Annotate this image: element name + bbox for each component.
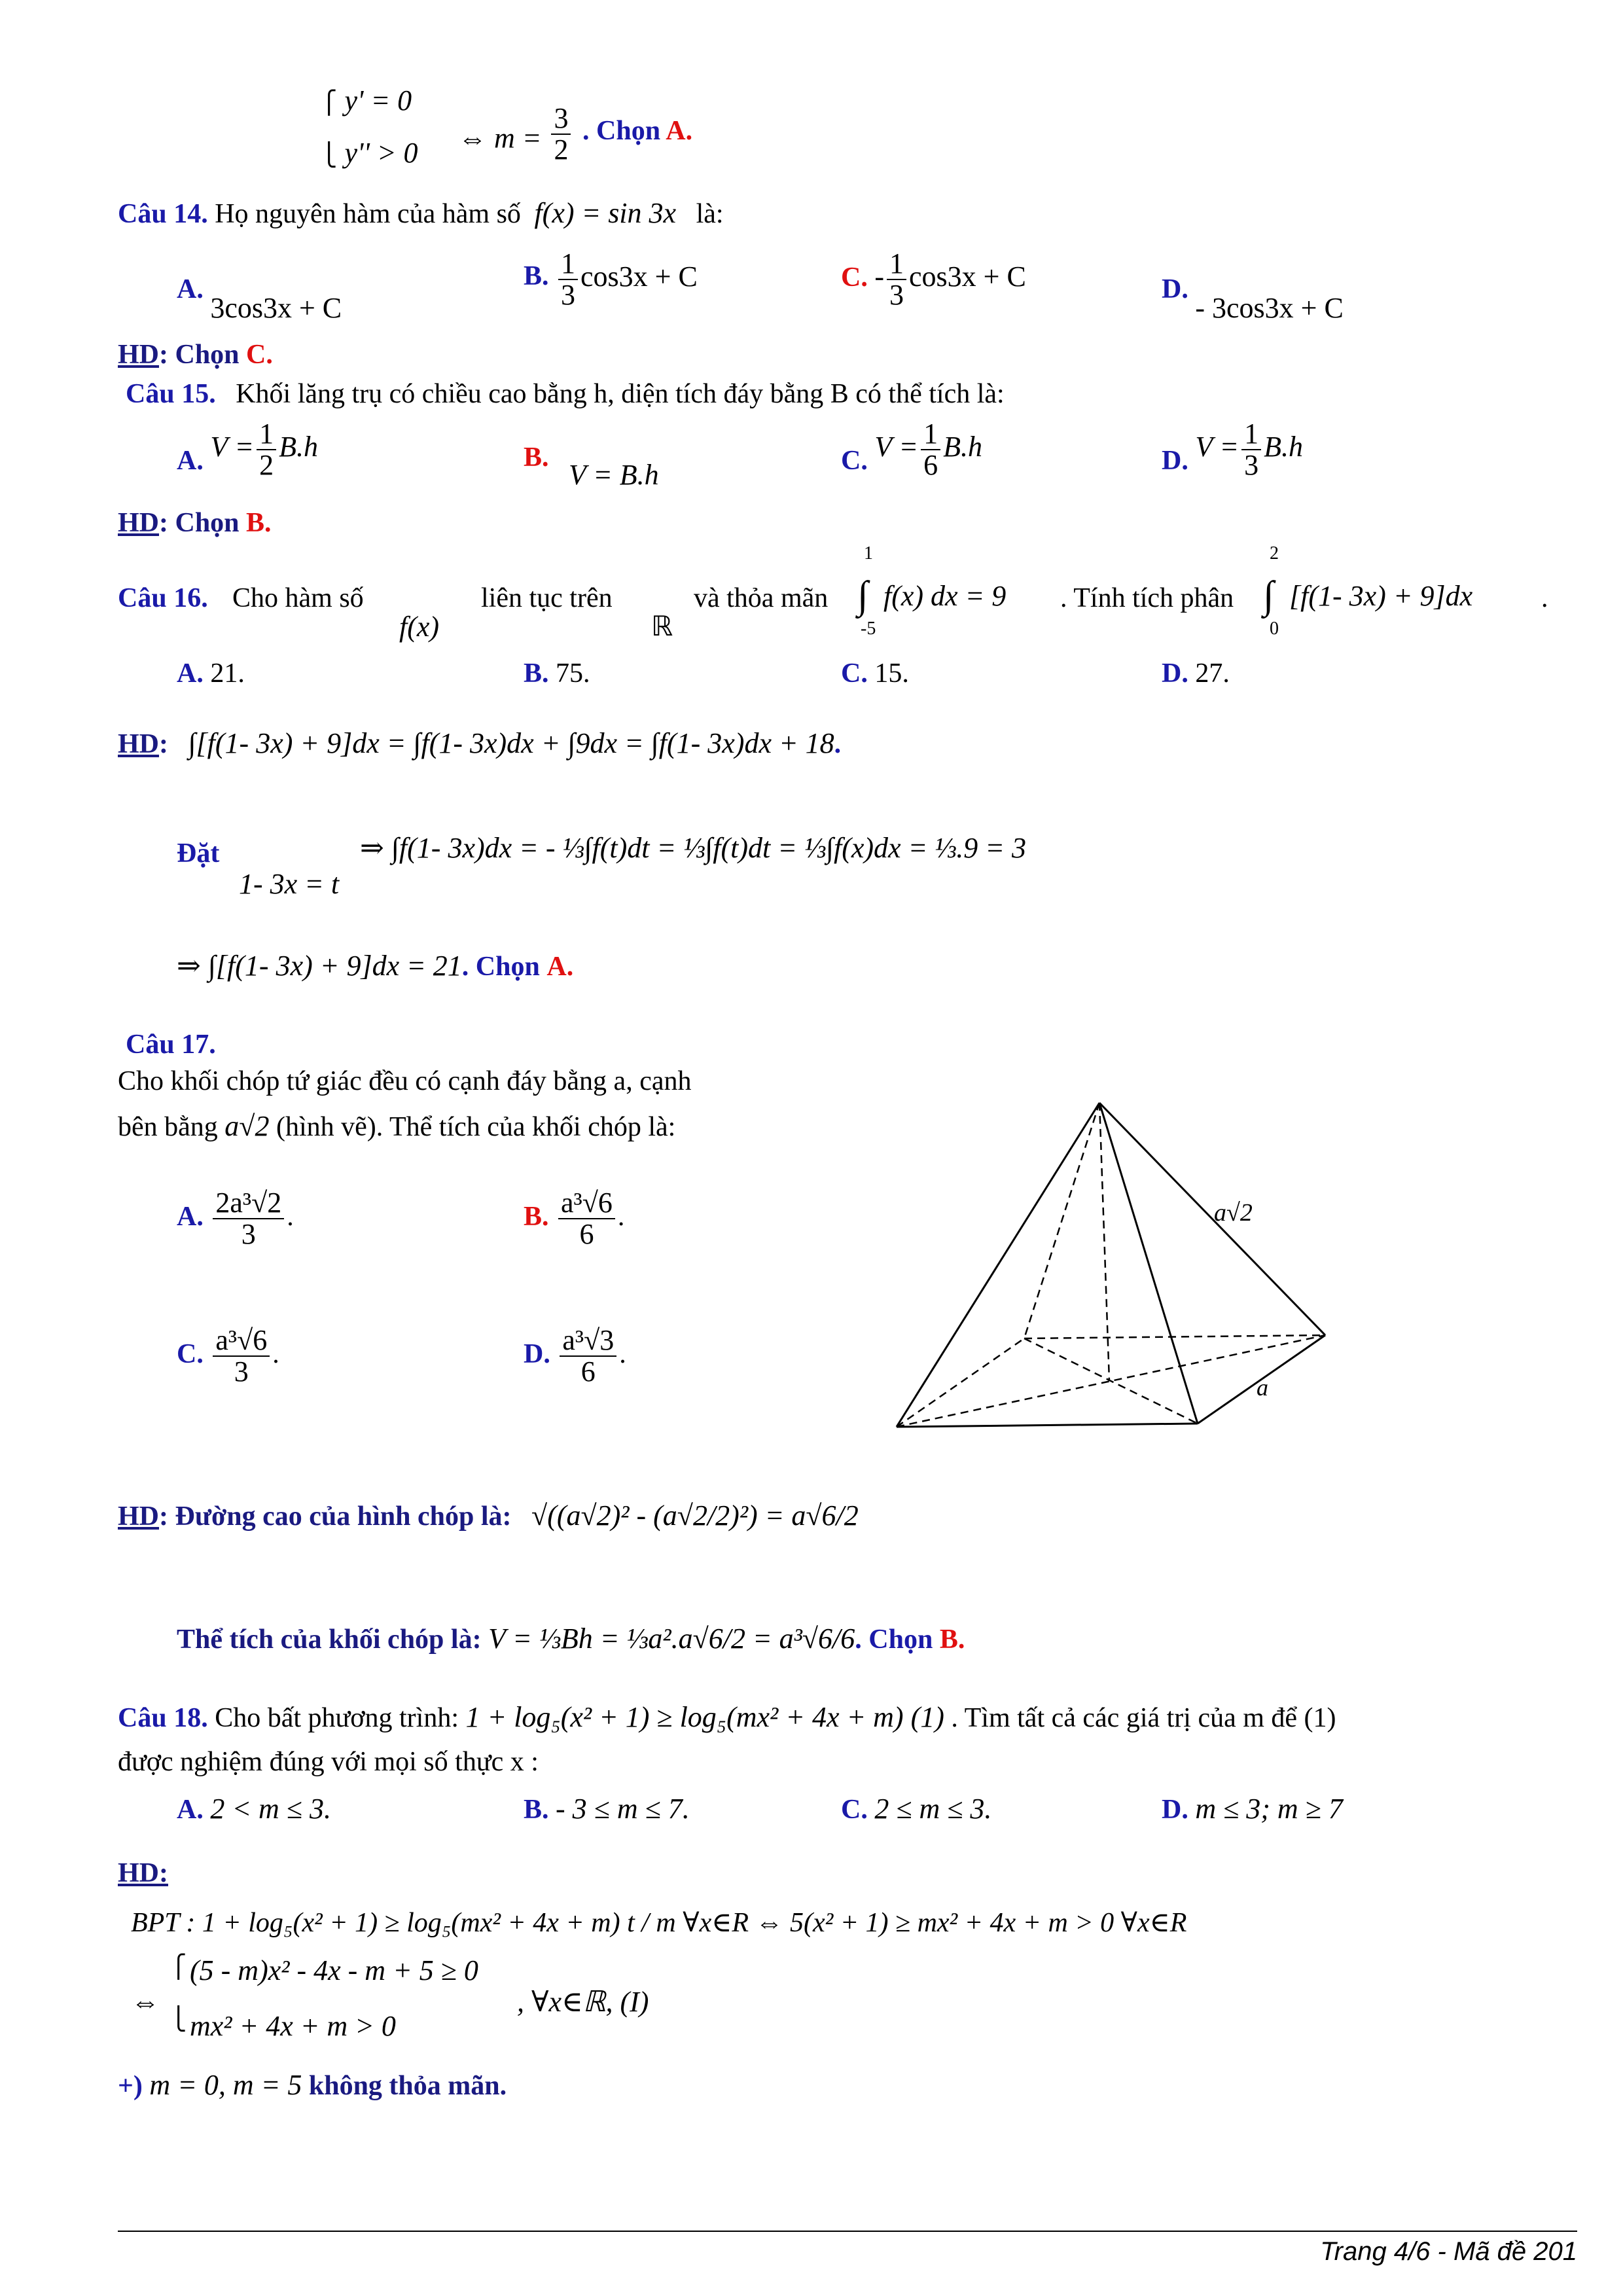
opt-num: 2a³√2 <box>213 1188 284 1219</box>
q15-opt-b <box>524 440 659 491</box>
plus-mark: +) <box>118 2071 143 2101</box>
edge-hidden <box>897 1338 1024 1427</box>
hd-expr: √((a√2)² - (a√2/2)²) = a√6/2 <box>531 1499 859 1532</box>
q16-opt-b <box>524 658 590 689</box>
q16-text1: Cho hàm số <box>232 583 364 613</box>
q14-opt-a <box>177 272 342 324</box>
footer-divider <box>118 2231 1577 2232</box>
opt-den: 6 <box>580 1355 596 1388</box>
q15-text: Khối lăng trụ có chiều cao bằng h, diện tích đáy bằng B có thể tích là: <box>236 379 1005 409</box>
opt-num: a³√3 <box>560 1325 616 1357</box>
q15-opt-d <box>1162 419 1303 480</box>
int-lower: -5 <box>861 619 876 639</box>
q18-label: Câu 18. <box>118 1703 208 1733</box>
opt-letter: B. <box>524 442 549 473</box>
substitution: 1- 3x = t <box>239 868 340 900</box>
q14-opt-d <box>1162 272 1344 324</box>
opt-value: 2 < m ≤ 3. <box>210 1793 331 1825</box>
hd-text: : Đường cao của hình chóp là: <box>159 1501 512 1532</box>
opt-rhs: B.h <box>279 430 319 463</box>
opt-letter: D. <box>1162 1795 1188 1825</box>
opt-num: 1 <box>1241 419 1261 450</box>
opt-num: 1 <box>921 419 940 450</box>
frac-num: 3 <box>551 103 571 135</box>
opt-num: 1 <box>887 249 906 280</box>
q14-stem <box>118 196 724 230</box>
opt-num: a³√6 <box>213 1325 270 1357</box>
q17-text2 <box>118 1109 675 1143</box>
edge-solid <box>1099 1103 1198 1424</box>
opt-den: 3 <box>234 1355 249 1388</box>
opt-letter: C. <box>841 445 868 476</box>
q17-text1: Cho khối chóp tứ giác đều có cạnh đáy bằng a, cạnh <box>118 1066 692 1096</box>
opt-letter: B. <box>524 1795 549 1825</box>
q16-hd-line2 <box>177 832 1026 900</box>
integral-sign: ∫ <box>1263 573 1274 617</box>
q15-opt-c <box>841 419 982 480</box>
opt-letter: A. <box>177 445 204 476</box>
opt-letter: D. <box>1162 274 1188 304</box>
opt-expr: - 3cos3x + C <box>1195 292 1344 324</box>
opt-expr: 3cos3x + C <box>210 292 342 324</box>
q18-system <box>131 1954 785 2052</box>
q18-stem <box>118 1700 1336 1734</box>
q18-opt-b <box>524 1792 690 1825</box>
edge-solid <box>897 1424 1198 1427</box>
q16-label: Câu 16. <box>118 583 208 613</box>
opt-lhs: V = <box>1195 430 1240 463</box>
choose-text: . Chọn <box>461 952 540 982</box>
q16-text3: và thỏa mãn <box>694 583 829 613</box>
opt-letter: C. <box>841 262 868 293</box>
opt-lhs: V = <box>210 430 255 463</box>
q18-hd-label: HD: <box>118 1858 168 1888</box>
opt-letter: C. <box>841 1795 868 1825</box>
q17-opt-a: A. $\frac{\text{2a³√2}}{3}$ . <box>177 1187 294 1251</box>
opt-letter: B. <box>524 260 549 291</box>
q14-hd <box>118 339 273 370</box>
height-hidden <box>1099 1103 1109 1381</box>
q14-tail: là: <box>696 199 724 229</box>
sys-line-2: y'' > 0 <box>344 137 418 169</box>
hd-expr: ⇒ ∫f(1- 3x)dx = - ⅓∫f(t)dt = ⅓∫f(t)dt = ⅓∫f(x)dx = ⅓.9 = 3 <box>360 832 1026 864</box>
q17-opt-b: B. $\frac{\text{a³√6}}{6}$ . <box>524 1187 625 1251</box>
q16-int2: [f(1- 3x) + 9]dx <box>1289 580 1473 612</box>
q16-hd-line1: HD: ∫[f(1- 3x) + 9]dx = ∫f(1- 3x)dx + ∫9dx = ∫f(1- 3x)dx + 18. <box>118 727 842 759</box>
brace: ⎩ <box>170 2007 187 2032</box>
hd-expr: ⇒ ∫[f(1- 3x) + 9]dx = 21 <box>177 950 462 982</box>
opt-letter: A. <box>177 1795 204 1825</box>
opt-num: 1 <box>558 249 578 280</box>
int-upper: 1 <box>864 543 873 564</box>
q16-int1: f(x) dx = 9 <box>883 580 1007 612</box>
hd-label: HD <box>118 1501 159 1532</box>
q18-opt-a <box>177 1792 331 1825</box>
q16-set: ℝ <box>651 611 673 641</box>
diagonal-hidden <box>1024 1338 1198 1424</box>
choose-text: . Chọn <box>582 116 661 146</box>
q16-tail: . <box>1541 583 1548 613</box>
hd-text: : Chọn <box>159 340 240 370</box>
hd-expr: V = ⅓Bh = ⅓a².a√6/2 = a³√6/6 <box>488 1623 855 1655</box>
opt-letter: D. <box>1162 658 1188 689</box>
plus-expr: m = 0, m = 5 <box>149 2069 302 2101</box>
hd-end: . <box>834 729 842 759</box>
edge-solid <box>897 1103 1099 1427</box>
opt-rhs: B.h <box>1264 430 1304 463</box>
answer: A. <box>666 116 693 146</box>
opt-value: 15. <box>874 658 909 689</box>
opt-letter: D. <box>524 1338 550 1369</box>
q16-stem <box>118 543 1571 655</box>
opt-letter: A. <box>177 274 204 304</box>
system-tail: , ∀x∈ℝ, (I) <box>517 1986 649 2018</box>
text: bên bằng <box>118 1112 218 1142</box>
q14-label: Câu 14. <box>118 199 208 229</box>
q18-text2: . Tìm tất cả các giá trị của m để (1) <box>951 1703 1336 1733</box>
hd-expr: ∫[f(1- 3x) + 9]dx = ∫f(1- 3x)dx + ∫9dx = ∫f(1- 3x)dx + 18 <box>188 727 834 759</box>
base-label: a <box>1257 1374 1268 1401</box>
hd-label: HD <box>118 729 159 759</box>
answer: B. <box>939 1624 965 1655</box>
answer: A. <box>546 952 574 982</box>
q18-opt-c <box>841 1792 991 1825</box>
plus-text: không thỏa mãn. <box>308 2071 507 2101</box>
q18-text3: được nghiệm đúng với mọi số thực x : <box>118 1747 539 1777</box>
q17-opt-d: D. $\frac{\text{a³√3}}{6}$ . <box>524 1324 626 1388</box>
edge-value: a√2 <box>224 1110 270 1142</box>
opt-letter: D. <box>1162 445 1188 476</box>
page-footer: Trang 4/6 - Mã đề 201 <box>1320 2237 1577 2266</box>
q18-text1: Cho bất phương trình: <box>215 1703 459 1733</box>
edge-hidden <box>1024 1103 1099 1338</box>
hd-answer: B. <box>246 508 272 538</box>
pyramid-figure <box>870 1073 1361 1453</box>
opt-sign: - <box>874 260 884 293</box>
q15-opt-a <box>177 419 318 480</box>
q17-label: Câu 17. <box>126 1030 216 1060</box>
sys-line-1: y' = 0 <box>344 84 412 117</box>
opt-letter: A. <box>177 1201 204 1232</box>
frac-den: 2 <box>554 134 569 166</box>
opt-letter: B. <box>524 658 549 689</box>
hd-label: HD <box>118 340 159 370</box>
q18-plus <box>118 2068 507 2102</box>
opt-num: a³√6 <box>558 1188 615 1219</box>
q16-opt-c <box>841 658 909 689</box>
hd-text: : Chọn <box>159 508 240 538</box>
q14-text: Họ nguyên hàm của hàm số <box>215 199 521 229</box>
opt-rhs: B.h <box>943 430 983 463</box>
opt-letter: A. <box>177 658 204 689</box>
dat-label: Đặt <box>177 838 220 869</box>
equiv-sign: ⇔ <box>131 1986 160 2018</box>
integral-sign: ∫ <box>857 573 868 617</box>
q16-opt-d <box>1162 658 1230 689</box>
opt-den: 3 <box>1244 449 1259 482</box>
q17-hd-line2 <box>177 1622 965 1655</box>
opt-lhs: V = <box>874 430 919 463</box>
brace: ⎧ <box>170 1955 187 1979</box>
hd-answer: C. <box>246 340 273 370</box>
q14-opt-b <box>524 249 698 310</box>
opt-den: 3 <box>241 1218 256 1251</box>
q15-label: Câu 15. <box>126 379 216 409</box>
system-line-b: mx² + 4x + m > 0 <box>190 2010 396 2042</box>
edge-label: a√2 <box>1214 1199 1253 1227</box>
q15-stem <box>126 378 1005 410</box>
opt-letter: C. <box>177 1338 204 1369</box>
hd-label: HD <box>118 508 159 538</box>
q18-ineq: 1 + log₅(x² + 1) ≥ log₅(mx² + 4x + m) (1) <box>465 1701 944 1733</box>
q17-hd-line1 <box>118 1499 859 1532</box>
q15-hd <box>118 507 272 539</box>
opt-value: m ≤ 3; m ≥ 7 <box>1195 1793 1343 1825</box>
edge-hidden <box>1024 1335 1325 1338</box>
opt-lhs: V = B.h <box>569 459 659 491</box>
opt-value: 21. <box>210 658 245 689</box>
q14-opt-c <box>841 249 1026 310</box>
opt-den: 2 <box>259 449 274 482</box>
hd-text: Thể tích của khối chóp là: <box>177 1624 482 1655</box>
q16-text4: . Tính tích phân <box>1060 583 1234 613</box>
q16-func: f(x) <box>399 611 440 643</box>
opt-value: 27. <box>1195 658 1230 689</box>
q16-opt-a <box>177 658 245 689</box>
opt-value: - 3 ≤ m ≤ 7. <box>556 1793 690 1825</box>
q16-text2: liên tục trên <box>481 583 613 613</box>
q16-hd-line3 <box>177 949 573 982</box>
opt-expr: cos3x + C <box>580 260 698 293</box>
edge-solid <box>1099 1103 1325 1335</box>
int-lower: 0 <box>1270 619 1279 639</box>
opt-letter: C. <box>841 658 868 689</box>
q17-opt-c: C. $\frac{\text{a³√6}}{3}$ . <box>177 1324 279 1388</box>
opt-den: 6 <box>579 1218 594 1251</box>
opt-den: 3 <box>889 279 904 312</box>
q18-opt-d <box>1162 1792 1343 1825</box>
system-line-a: (5 - m)x² - 4x - m + 5 ≥ 0 <box>190 1954 478 1986</box>
opt-letter: B. <box>524 1201 549 1232</box>
choose-text: . Chọn <box>855 1624 933 1655</box>
opt-value: 2 ≤ m ≤ 3. <box>874 1793 992 1825</box>
q18-bpt: BPT : 1 + log₅(x² + 1) ≥ log₅(mx² + 4x + m) t / m ∀x∈R ⇔ 5(x² + 1) ≥ mx² + 4x + m > 0 ∀x∈R <box>131 1908 1187 1938</box>
opt-expr: cos3x + C <box>909 260 1026 293</box>
sys-implies: ⇔ m = <box>458 122 542 154</box>
opt-den: 6 <box>923 449 938 482</box>
opt-value: 75. <box>556 658 590 689</box>
opt-num: 1 <box>257 419 276 450</box>
text: (hình vẽ). Thể tích của khối chóp là: <box>276 1112 676 1142</box>
int-upper: 2 <box>1270 543 1279 564</box>
q14-func: f(x) = sin 3x <box>534 197 677 229</box>
opt-den: 3 <box>561 279 576 312</box>
